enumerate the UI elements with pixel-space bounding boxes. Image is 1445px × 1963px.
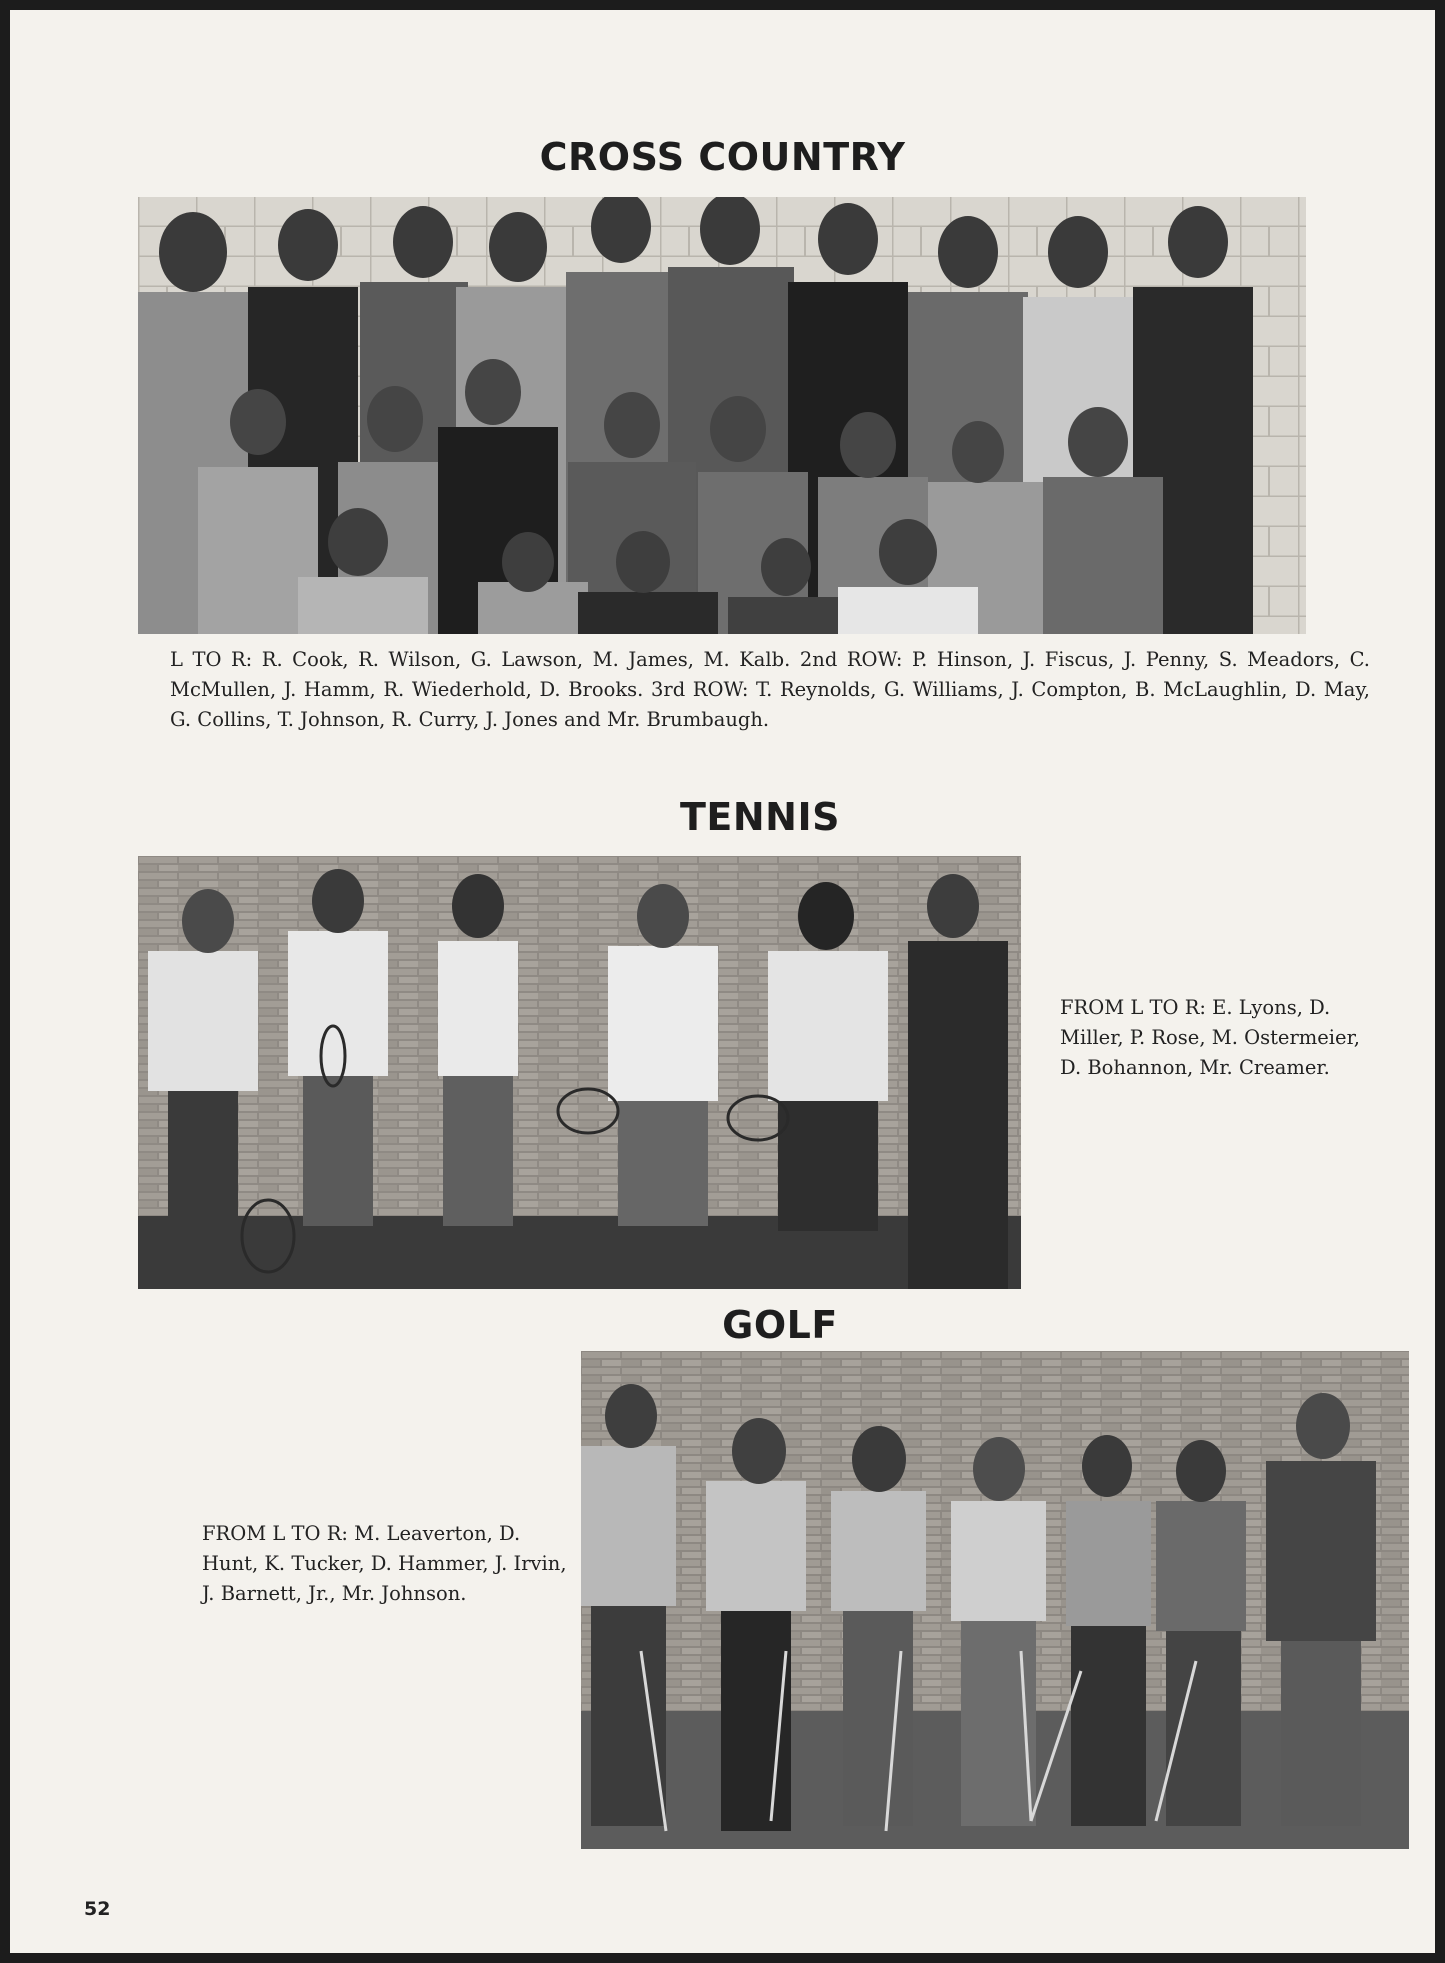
yearbook-page bbox=[10, 10, 1435, 1953]
tennis-heading: TENNIS bbox=[680, 795, 840, 839]
tennis-caption: FROM L TO R: E. Lyons, D. Miller, P. Rose, M. Ostermeier, D. Bohannon, Mr. Creamer. bbox=[1060, 996, 1360, 1079]
cross-country-caption: L TO R: R. Cook, R. Wilson, G. Lawson, M. James, M. Kalb. 2nd ROW: P. Hinson, J. Fiscus, J. Penny, S. Meadors, C. McMullen, J. Hamm, R. Wiederhold, D. Brooks. 3rd ROW: T. Reynolds, G. Williams, J. Compton, B. McLaughlin, D. May, G. Collins, T. Johnson, R. Curry, J. Jones and Mr. Brumbaugh. bbox=[170, 648, 1370, 731]
cross-country-heading: CROSS COUNTRY bbox=[539, 135, 906, 179]
golf-team-photo bbox=[581, 1351, 1409, 1849]
tennis-team-photo bbox=[138, 856, 1021, 1289]
golf-heading: GOLF bbox=[722, 1303, 838, 1347]
cross-country-team-photo bbox=[138, 197, 1306, 634]
golf-caption: FROM L TO R: M. Leaverton, D. Hunt, K. Tucker, D. Hammer, J. Irvin, J. Barnett, Jr., Mr. Johnson. bbox=[202, 1522, 567, 1605]
page-number: 52 bbox=[84, 1898, 111, 1920]
